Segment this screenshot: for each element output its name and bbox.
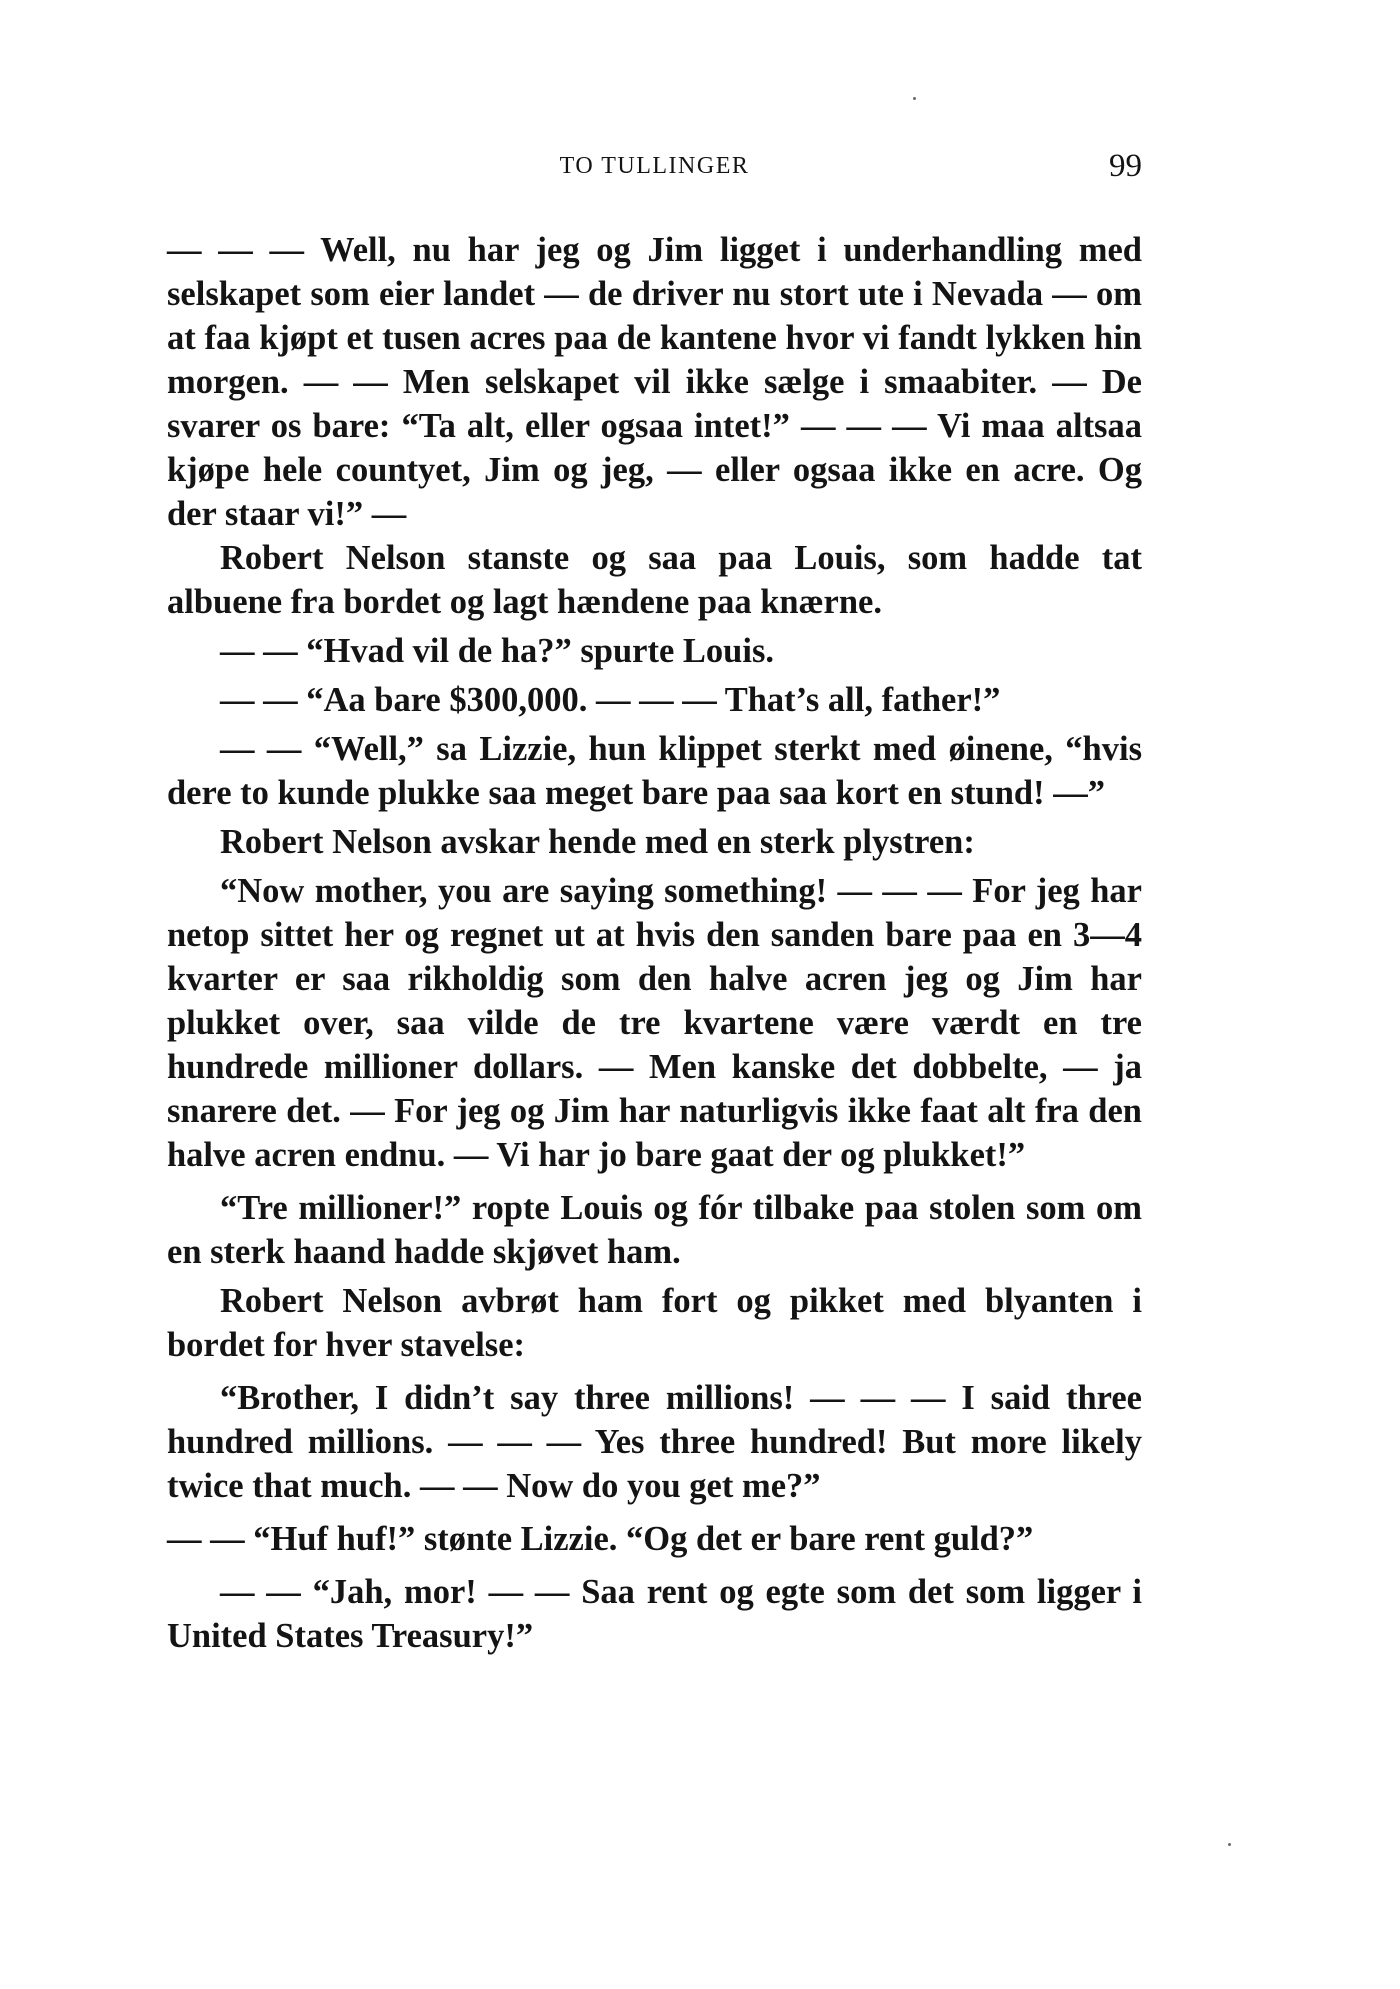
paper-speck <box>913 97 916 100</box>
paragraph: — — “Hvad vil de ha?” spurte Louis. <box>220 632 775 670</box>
paper-speck <box>1228 1843 1231 1846</box>
page-number: 99 <box>1109 148 1142 184</box>
running-title: TO TULLINGER <box>559 153 750 179</box>
running-head <box>167 146 1142 186</box>
body-text <box>167 228 1142 1658</box>
paragraph: Robert Nelson stanste og saa paa Louis, som hadde tat albuene fra bordet og lagt hændene paa knærne. <box>167 539 1142 621</box>
paragraph: “Tre millioner!” ropte Louis og fór tilbake paa stolen som om en sterk haand hadde skjøvet ham. <box>167 1189 1142 1271</box>
paragraph: Robert Nelson avbrøt ham fort og pikket med blyanten i bordet for hver stavelse: <box>167 1282 1142 1364</box>
paragraph: — — “Well,” sa Lizzie, hun klippet sterkt med øinene, “hvis dere to kunde plukke saa meget bare paa saa kort en stund! —” <box>167 730 1142 812</box>
paragraph: — — “Jah, mor! — — Saa rent og egte som det som ligger i United States Treasury!” <box>167 1573 1142 1655</box>
paragraph: “Brother, I didn’t say three millions! — — — I said three hundred millions. — — — Yes three hundred! But more likely twice that much. — — Now do you get me?” <box>167 1379 1142 1505</box>
paragraph: — — “Aa bare $300,000. — — — That’s all, father!” <box>220 681 1001 719</box>
paragraph: “Now mother, you are saying something! — — — For jeg har netop sittet her og regnet ut at hvis den sanden bare paa en 3—4 kvarter er saa rikholdig som den halve acren jeg og Jim har plukket over, saa vilde de tre kvartene være værdt en tre hundrede millioner dollars. — Men kanske det dobbelte, — ja snarere det. — For jeg og Jim har naturligvis ikke faat alt fra den halve acren endnu. — Vi har jo bare gaat der og plukket!” <box>167 872 1142 1174</box>
paragraph: Robert Nelson avskar hende med en sterk plystren: <box>220 823 975 861</box>
paragraph: — — “Huf huf!” stønte Lizzie. “Og det er bare rent guld?” <box>167 1520 1034 1558</box>
book-page <box>167 0 1142 1989</box>
paragraph: — — — Well, nu har jeg og Jim ligget i underhandling med selskapet som eier landet — de driver nu stort ute i Nevada — om at faa kjøpt et tusen acres paa de kantene hvor vi fandt lykken hin morgen. — — Men selskapet vil ikke sælge i smaabiter. — De svarer os bare: “Ta alt, eller ogsaa intet!” — — — Vi maa altsaa kjøpe hele countyet, Jim og jeg, — eller ogsaa ikke en acre. Og der staar vi!” — <box>167 231 1142 533</box>
